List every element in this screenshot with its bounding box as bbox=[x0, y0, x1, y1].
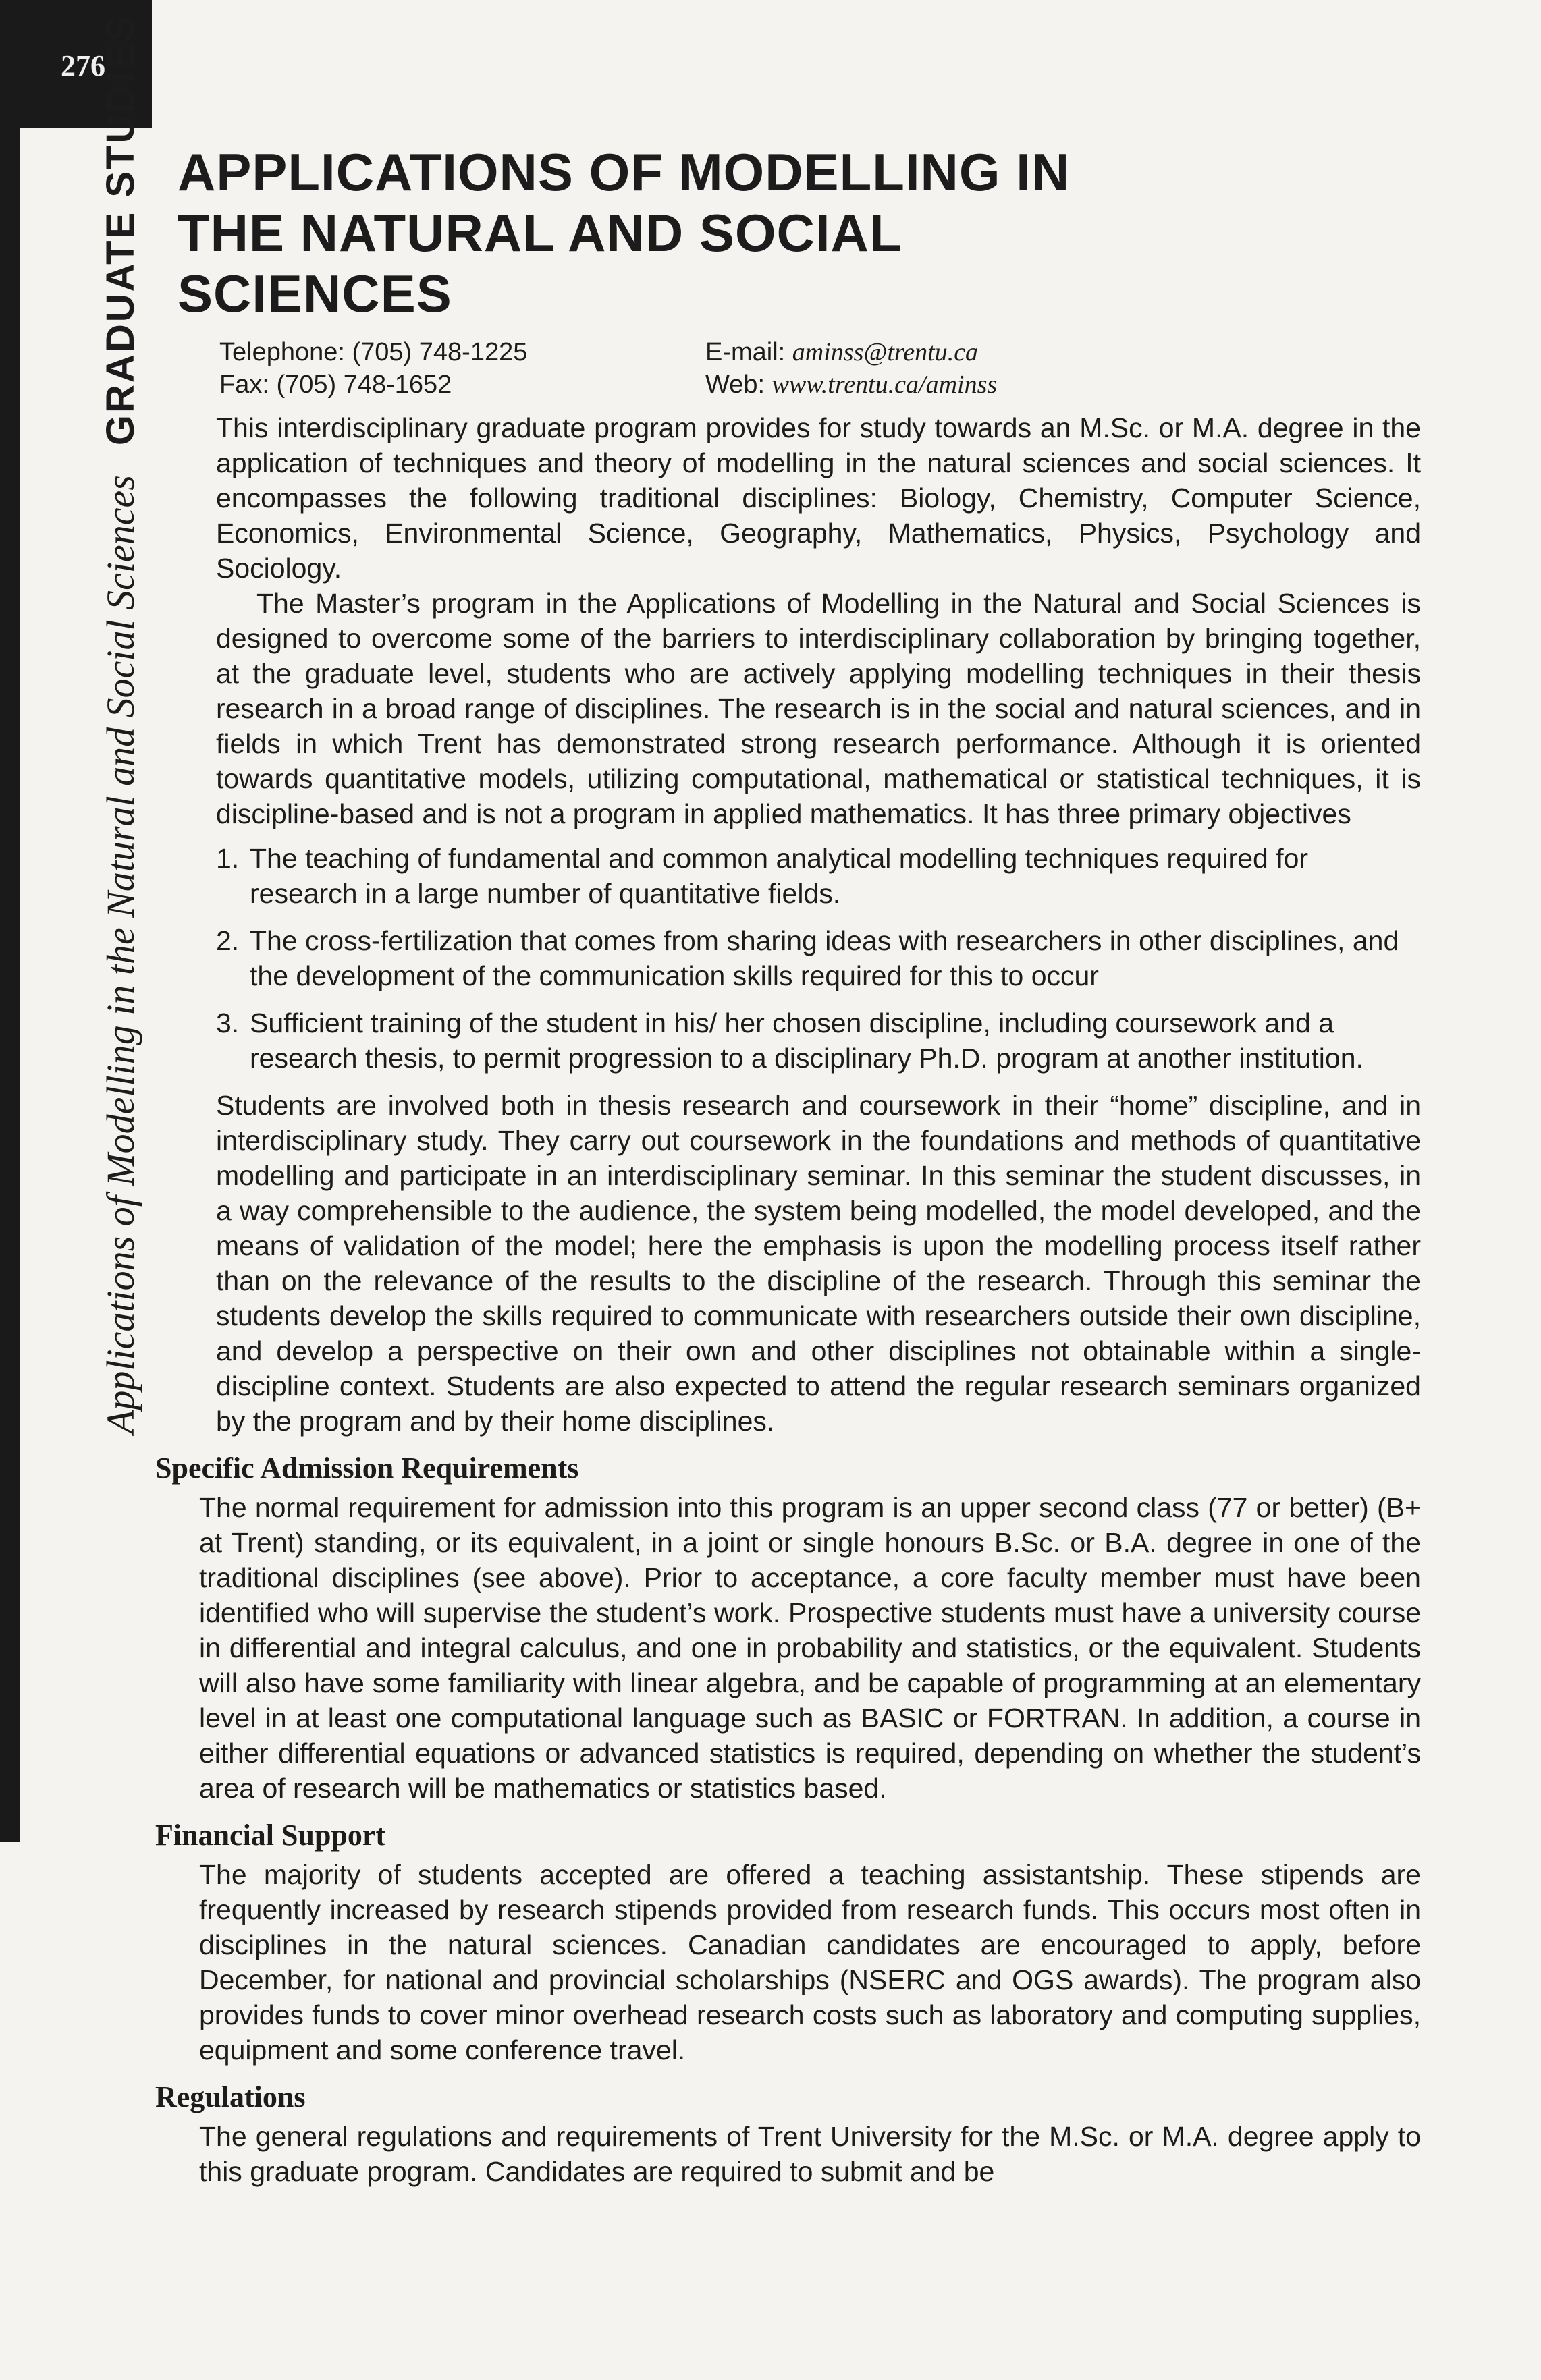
list-number: 2. bbox=[216, 925, 240, 956]
fax: Fax: (705) 748-1652 bbox=[219, 370, 452, 399]
email-line bbox=[705, 336, 1178, 368]
list-text: The teaching of fundamental and common analytical modelling techniques required for research in a large number of quantitative fields. bbox=[250, 843, 1309, 909]
section-heading-admission: Specific Admission Requirements bbox=[155, 1451, 579, 1485]
page-number: 276 bbox=[61, 49, 105, 82]
email-link[interactable]: aminss@trentu.ca bbox=[792, 338, 979, 366]
web-line bbox=[705, 368, 1178, 401]
running-head bbox=[98, 13, 143, 1434]
running-head-title: Applications of Modelling in the Natural and Social Sciences bbox=[99, 475, 142, 1434]
email-label: E-mail: bbox=[705, 338, 792, 366]
list-number: 1. bbox=[216, 843, 240, 874]
list-text: Sufficient training of the student in his/ her chosen discipline, including coursework and a research thesis, to permit progression to a disciplinary Ph.D. program at another institution. bbox=[250, 1007, 1363, 1074]
program-paragraph: The Master’s program in the Applications of Modelling in the Natural and Social Sciences is designed to overcome some of the barriers to interdisciplinary collaboration by bringing together, at the graduate level, students who are actively applying modelling techniques in their thesis research in a broad range of disciplines. The research is in the social and natural sciences, and in fields in which Trent has demonstrated strong research performance. Although it is oriented towards quantitative models, utilizing computational, mathematical or statistical techniques, it is discipline-based and is not a program in applied mathematics. It has three primary objectives bbox=[216, 588, 1421, 829]
list-item bbox=[216, 923, 1421, 993]
main-content bbox=[152, 142, 1421, 2189]
intro-paragraph: This interdisciplinary graduate program provides for study towards an M.Sc. or M.A. degree in the application of techniques and theory of modelling in the natural sciences and social sciences. It encompasses the following traditional disciplines: Biology, Chemistry, Computer Science, Economics, Environmental Science, Geography, Mathematics, Physics, Psychology and Sociology. bbox=[216, 412, 1421, 584]
page-title: APPLICATIONS OF MODELLING IN THE NATURAL AND SOCIAL SCIENCES bbox=[178, 142, 1071, 323]
contact-block bbox=[219, 336, 1421, 401]
list-item bbox=[216, 841, 1421, 911]
section-heading-regulations: Regulations bbox=[155, 2080, 306, 2113]
list-item bbox=[216, 1005, 1421, 1076]
regulations-paragraph: The general regulations and requirements of Trent University for the M.Sc. or M.A. degree apply to this graduate program. Candidates are required to submit and be bbox=[199, 2121, 1421, 2187]
margin-strip bbox=[0, 128, 20, 1842]
objectives-list bbox=[216, 841, 1421, 1076]
admission-paragraph: The normal requirement for admission into this program is an upper second class (77 or better) (B+ at Trent) standing, or its equivalent, in a joint or single honours B.Sc. or B.A. degree in one of the traditional disciplines (see above). Prior to acceptance, a core faculty member must have been identified who will supervise the student’s work. Prospective students must have a university course in differential and integral calculus, and one in probability and statistics, or the equivalent. Students will also have some familiarity with linear algebra, and be capable of programming at an elementary level in at least one computational language such as BASIC or FORTRAN. In addition, a course in either differential equations or advanced statistics is required, depending on whether the student’s area of research will be mathematics or statistics based. bbox=[199, 1492, 1421, 1804]
list-number: 3. bbox=[216, 1007, 240, 1039]
running-head-section: GRADUATE STUDIES bbox=[99, 13, 142, 446]
web-label: Web: bbox=[705, 370, 772, 399]
list-text: The cross-fertilization that comes from sharing ideas with researchers in other disciplines, and the development of the communication skills required for this to occur bbox=[250, 925, 1399, 991]
students-paragraph: Students are involved both in thesis research and coursework in their “home” discipline, and in interdisciplinary study. They carry out coursework in the foundations and methods of quantitative modelling and participate in an interdisciplinary seminar. In this seminar the student discusses, in a way comprehensible to the audience, the system being modelled, the model developed, and the means of validation of the model; here the emphasis is upon the modelling process itself rather than on the relevance of the results to the discipline of the research. Through this seminar the students develop the skills required to communicate with researchers outside their own discipline, and develop a perspective on their own and other disciplines not obtainable within a single-discipline context. Students are also expected to attend the regular research seminars organized by the program and by their home disciplines. bbox=[216, 1090, 1421, 1437]
telephone: Telephone: (705) 748-1225 bbox=[219, 338, 528, 366]
section-heading-financial: Financial Support bbox=[155, 1819, 386, 1852]
financial-paragraph: The majority of students accepted are offered a teaching assistantship. These stipends are frequently increased by research stipends provided from research funds. This occurs most often in disciplines in the natural sciences. Canadian candidates are encouraged to apply, before December, for national and provincial scholarships (NSERC and OGS awards). The program also provides funds to cover minor overhead research costs such as laboratory and computing supplies, equipment and some conference travel. bbox=[199, 1859, 1421, 2066]
web-link[interactable]: www.trentu.ca/aminss bbox=[772, 370, 998, 399]
